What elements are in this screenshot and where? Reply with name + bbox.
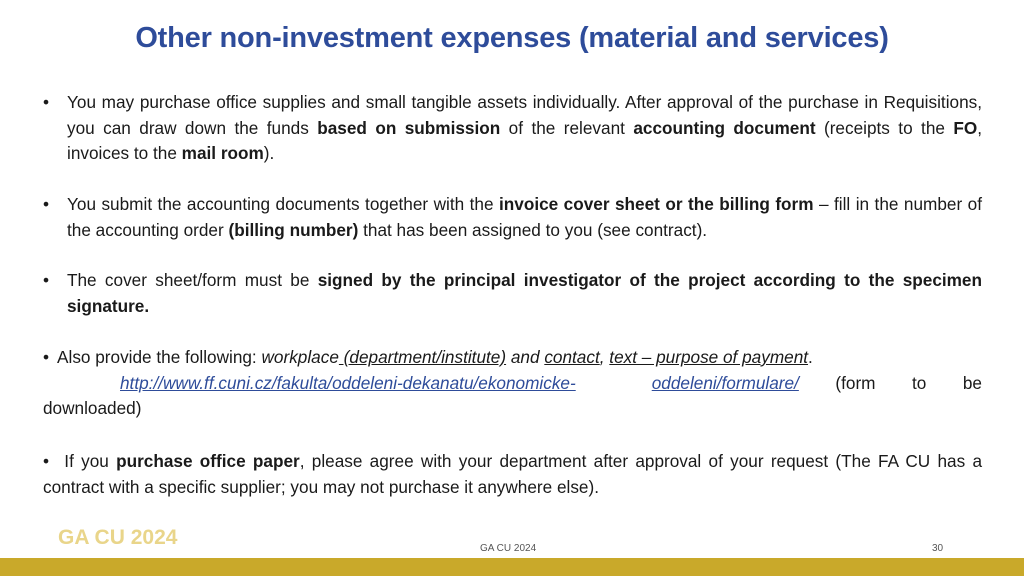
footer-logo-text: GA CU 2024 [58, 526, 178, 549]
bullet-italic-underlined-text: contact [544, 347, 600, 367]
bullet-text: You may purchase office supplies and small tangible assets individually. After approval of the purchase in Requisitions, you can draw down the funds [67, 92, 982, 138]
bullet-bold-text: mail room [181, 143, 264, 163]
bullet-text: The cover sheet/form must be [67, 270, 318, 290]
bullet-bold-text: accounting document [633, 117, 816, 138]
bullet-italic-text: , [599, 347, 610, 367]
forms-link-part2[interactable]: oddeleni/formulare/ [651, 372, 799, 393]
footer-center-label: GA CU 2024 [480, 543, 537, 554]
bullet-text: of the relevant [500, 117, 634, 138]
bullet-text: – fill in the number of the accounting order [67, 194, 982, 240]
bullet-bold-text: based on submission [317, 117, 501, 138]
slide-title: Other non-investment expenses (material and services) [135, 22, 889, 54]
bullet-dot-icon: • [43, 347, 50, 367]
bullet-item [43, 345, 982, 422]
bullet-item [43, 90, 983, 167]
bullet-text: If you [57, 451, 117, 471]
bullet-text: You submit the accounting documents together with the [67, 194, 499, 214]
page-number: 30 [932, 543, 944, 554]
bullet-text: . [808, 347, 813, 367]
bullet-bold-text: signed by the principal investigator of the project according to the specimen signature. [67, 270, 982, 316]
bullet-bold-text: (billing number) [228, 219, 359, 240]
bullet-dot-icon: • [43, 92, 50, 112]
bullet-italic-text: and [506, 347, 545, 367]
bullet-dot-icon: • [43, 270, 50, 290]
bullet-text: , invoices to the [67, 117, 983, 163]
bullet-text: that has been assigned to you (see contract). [358, 219, 708, 240]
bullet-item [43, 268, 982, 319]
bullet-text: , please agree with your department after approval of your request (The FA CU has a contract with a specific supplier; you may not purchase it anywhere else). [43, 451, 982, 497]
bullet-italic-underlined-text: (department/institute) [338, 347, 507, 367]
bottom-color-bar [0, 558, 1024, 576]
bullet-italic-underlined-text: text – purpose of payment [609, 347, 809, 367]
bullet-dot-icon: • [43, 194, 50, 214]
bullet-text: (form to be downloaded) [43, 372, 982, 418]
bullet-bold-text: purchase office paper [116, 451, 300, 471]
bullet-item [43, 449, 982, 500]
bullet-text: Also provide the following: [57, 347, 262, 367]
bullet-item [43, 192, 982, 243]
bullet-text: ). [263, 143, 275, 163]
forms-link-part1[interactable]: http://www.ff.cuni.cz/fakulta/oddeleni-dekanatu/ekonomicke- [120, 372, 576, 393]
bullet-bold-text: FO [953, 117, 978, 138]
bullet-bold-text: invoice cover sheet or the billing form [498, 194, 814, 214]
bullet-dot-icon: • [43, 451, 50, 471]
bullet-italic-text: workplace [261, 347, 339, 367]
bullet-text: (receipts to the [815, 117, 954, 138]
